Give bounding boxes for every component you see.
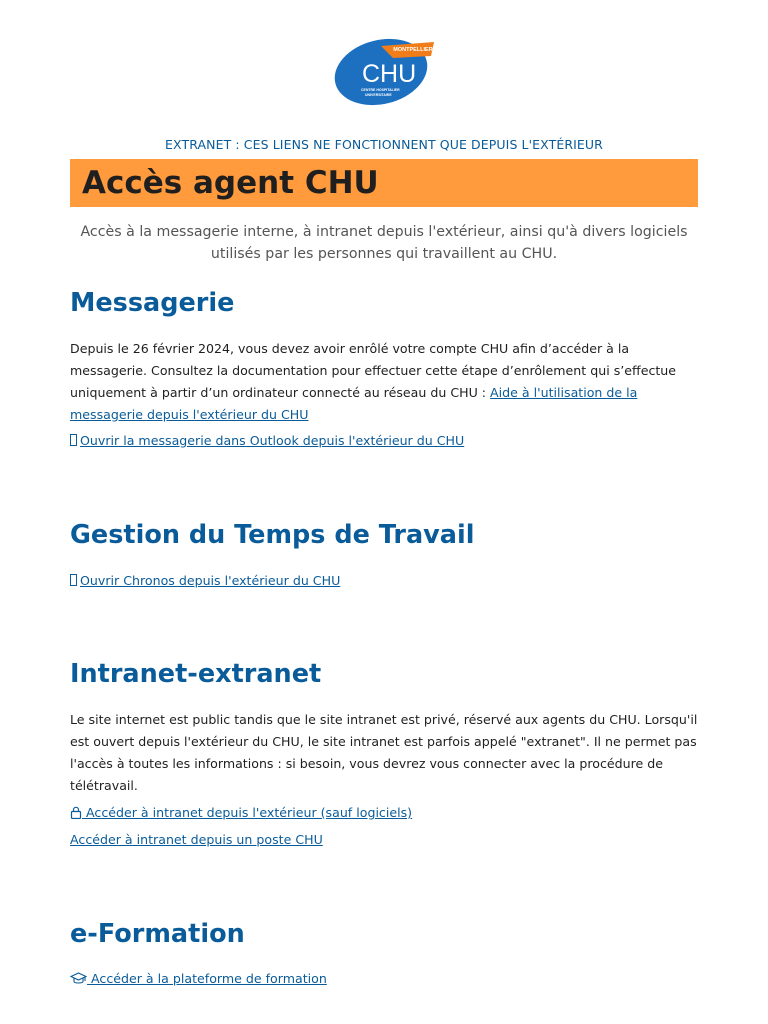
access-formation-link[interactable]: [70, 971, 327, 986]
extranet-link-row: [70, 804, 412, 824]
chronos-link-row: [70, 572, 340, 590]
access-formation-label: Accéder à la plateforme de formation: [91, 971, 327, 986]
access-extranet-label: Accéder à intranet depuis l'extérieur (sauf logiciels): [86, 805, 413, 820]
outlook-link-row: [70, 432, 464, 450]
logo-main-text: CHU: [362, 60, 417, 88]
messagerie-paragraph: [70, 338, 698, 426]
missing-glyph-icon: [70, 574, 77, 586]
open-chronos-label: Ouvrir Chronos depuis l'extérieur du CHU: [80, 573, 341, 588]
messagerie-help-link[interactable]: Aide à l'utilisation de la messagerie depuis l'extérieur du CHU: [70, 385, 638, 422]
missing-glyph-icon: [70, 434, 77, 446]
intro-text: Accès à la messagerie interne, à intranet depuis l'extérieur, ainsi qu'à divers logiciels utilisés par les personnes qui travaillent au CHU.: [80, 224, 688, 262]
hero-banner: [70, 159, 698, 207]
access-intranet-poste-link[interactable]: Accéder à intranet depuis un poste CHU: [70, 832, 323, 847]
formation-link-row: [70, 970, 327, 990]
intranet-paragraph: Le site internet est public tandis que le site intranet est privé, réservé aux agents du CHU. Lorsqu'il est ouvert depuis l'extérieur du CHU, le site intranet est parfois appelé "extranet". Il ne permet pas l'accès à toutes les informations : si besoin, vous devrez vous connecter avec la procédure de télétravail.: [70, 712, 698, 793]
section-title-temps: Gestion du Temps de Travail: [70, 520, 475, 550]
open-outlook-label: Ouvrir la messagerie dans Outlook depuis l'extérieur du CHU: [80, 433, 465, 448]
open-chronos-link[interactable]: [70, 573, 340, 588]
poste-link-row: [70, 831, 323, 849]
chu-logo[interactable]: [331, 36, 437, 108]
graduation-cap-icon: [70, 972, 87, 990]
lock-icon: [70, 806, 82, 824]
open-outlook-link[interactable]: [70, 433, 464, 448]
section-title-eformation: e-Formation: [70, 919, 245, 949]
access-extranet-link[interactable]: [70, 805, 412, 820]
extranet-notice: EXTRANET : CES LIENS NE FONCTIONNENT QUE DEPUIS L'EXTÉRIEUR: [165, 137, 603, 152]
logo-subtitle-1: CENTRE HOSPITALIER: [361, 88, 400, 92]
logo-city-tag: MONTPELLIER: [393, 47, 433, 53]
page-title: Accès agent CHU: [82, 165, 379, 201]
messagerie-paragraph-text: Depuis le 26 février 2024, vous devez avoir enrôlé votre compte CHU afin d’accéder à la messagerie. Consultez la documentation pour effectuer cette étape d’enrôlement qui s’effectue uniquement à partir d’un ordinateur connecté au réseau du CHU :: [70, 341, 677, 400]
section-title-messagerie: Messagerie: [70, 288, 235, 318]
section-title-intranet: Intranet-extranet: [70, 659, 322, 689]
logo-subtitle-2: UNIVERSITAIRE: [365, 93, 392, 97]
